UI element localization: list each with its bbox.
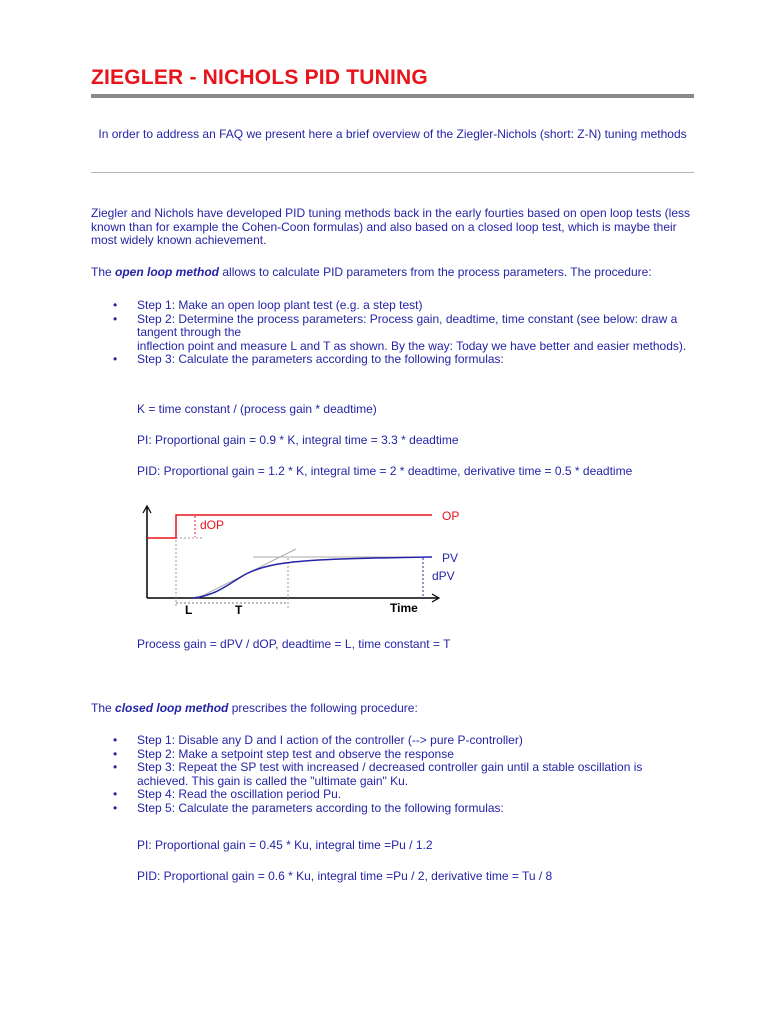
open-loop-steps bbox=[91, 299, 691, 367]
dpv-label: dPV bbox=[432, 569, 455, 583]
time-label: Time bbox=[390, 601, 418, 615]
pv-label: PV bbox=[442, 551, 459, 565]
list-item bbox=[91, 788, 691, 802]
closed-loop-emphasis: closed loop method bbox=[115, 701, 229, 715]
step-text: Step 1: Disable any D and I action of the controller (--> pure P-controller) bbox=[137, 733, 523, 747]
step-text: Step 4: Read the oscillation period Pu. bbox=[137, 787, 342, 801]
t-label: T bbox=[235, 603, 243, 617]
pv-response-curve bbox=[193, 557, 432, 598]
l-label: L bbox=[185, 603, 193, 617]
step-text-continued: inflection point and measure L and T as shown. By the way: Today we have better and easier methods). bbox=[137, 338, 687, 353]
bullet-icon: • bbox=[113, 298, 118, 312]
intro-divider bbox=[91, 172, 694, 173]
op-label: OP bbox=[442, 509, 460, 523]
list-item bbox=[91, 299, 691, 313]
process-gain-result: Process gain = dPV / dOP, deadtime = L, time constant = T bbox=[137, 637, 451, 651]
op-step-line bbox=[147, 515, 432, 538]
bullet-icon: • bbox=[113, 733, 118, 747]
list-item bbox=[91, 353, 691, 367]
bullet-icon: • bbox=[113, 800, 118, 815]
closed-loop-steps bbox=[91, 734, 691, 815]
bullet-icon: • bbox=[113, 760, 118, 774]
step-text: Step 2: Make a setpoint step test and observe the response bbox=[137, 746, 454, 761]
closed-formula-pi: PI: Proportional gain = 0.45 * Ku, integral time =Pu / 1.2 bbox=[137, 838, 433, 852]
step-response-diagram bbox=[138, 502, 478, 622]
step-text: Step 3: Repeat the SP test with increased / decreased controller gain until a stable oscillation is achieved. This gain is called the "ultimate gain" Ku. bbox=[137, 760, 643, 788]
intro-text: In order to address an FAQ we present here a brief overview of the Ziegler-Nichols (short: Z-N) tuning methods bbox=[98, 127, 687, 141]
closed-loop-lead: The bbox=[91, 701, 116, 715]
list-item bbox=[91, 802, 691, 816]
list-item bbox=[91, 734, 691, 748]
bullet-icon: • bbox=[113, 311, 118, 326]
closed-formula-pid: PID: Proportional gain = 0.6 * Ku, integral time =Pu / 2, derivative time = Tu / 8 bbox=[137, 869, 553, 883]
formula-k: K = time constant / (process gain * deadtime) bbox=[137, 402, 377, 416]
step-text: Step 3: Calculate the parameters according to the following formulas: bbox=[137, 352, 504, 366]
bullet-icon: • bbox=[113, 787, 118, 801]
list-item bbox=[91, 748, 691, 762]
closed-loop-intro bbox=[91, 702, 691, 716]
step-text: Step 2: Determine the process parameters: Process gain, deadtime, time constant (see below: draw a tangent through the bbox=[137, 311, 678, 339]
step-text: Step 1: Make an open loop plant test (e.g. a step test) bbox=[137, 298, 423, 312]
open-loop-intro bbox=[91, 266, 691, 280]
open-loop-lead: The bbox=[91, 265, 116, 279]
page-title: ZIEGLER - NICHOLS PID TUNING bbox=[91, 66, 428, 89]
open-loop-emphasis: open loop method bbox=[115, 265, 220, 279]
dop-label: dOP bbox=[200, 518, 225, 532]
formula-pid: PID: Proportional gain = 1.2 * K, integral time = 2 * deadtime, derivative time = 0.5 * deadtime bbox=[137, 464, 633, 478]
bullet-icon: • bbox=[113, 352, 118, 366]
history-paragraph: Ziegler and Nichols have developed PID tuning methods back in the early fourties based on open loop tests (less known than for example the Cohen-Coon formulas) and also based on a closed loop test, which is maybe their most widely known achievement. bbox=[91, 206, 691, 247]
open-loop-trail: allows to calculate PID parameters from the process parameters. The procedure: bbox=[219, 265, 652, 279]
step-text: Step 5: Calculate the parameters according to the following formulas: bbox=[137, 800, 504, 815]
list-item bbox=[91, 313, 691, 354]
closed-loop-trail: prescribes the following procedure: bbox=[228, 701, 418, 715]
formula-pi: PI: Proportional gain = 0.9 * K, integral time = 3.3 * deadtime bbox=[137, 433, 459, 447]
bullet-icon: • bbox=[113, 746, 118, 761]
list-item bbox=[91, 761, 691, 788]
title-divider bbox=[91, 94, 694, 98]
